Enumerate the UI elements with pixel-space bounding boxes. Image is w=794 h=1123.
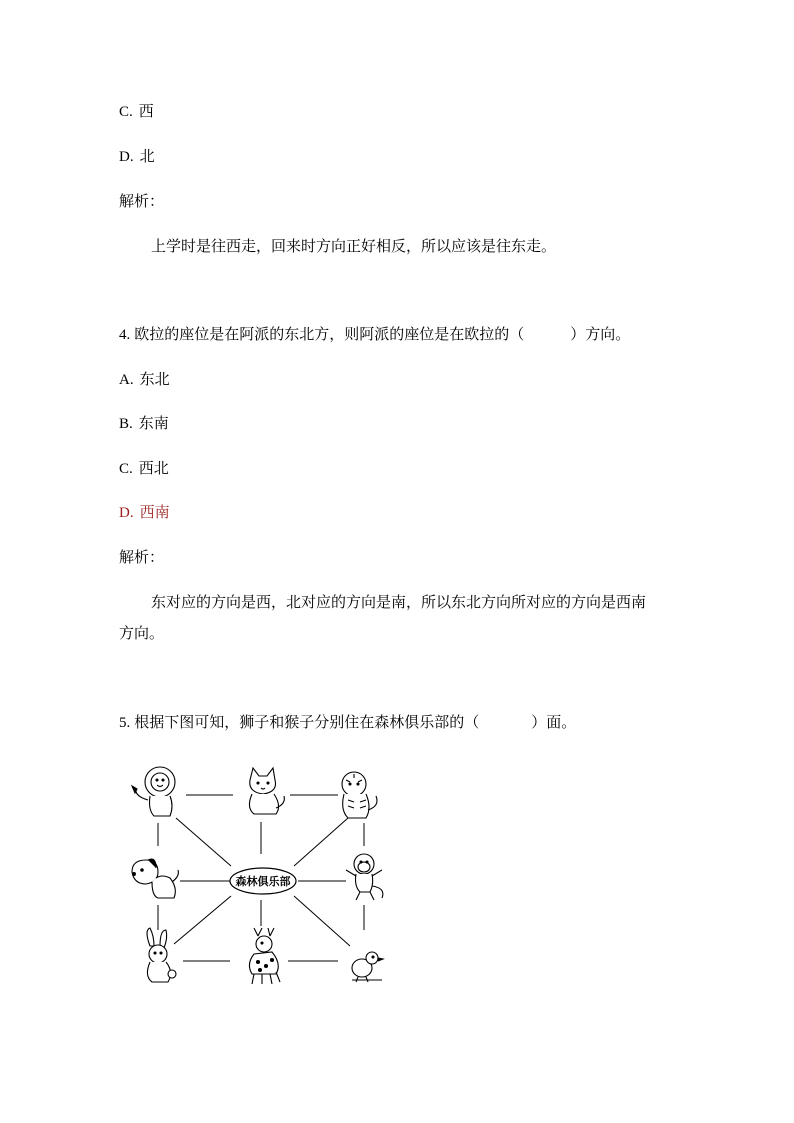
q4-analysis-line2: 方向。 bbox=[119, 624, 165, 642]
monkey-icon bbox=[346, 854, 383, 900]
dog-icon bbox=[132, 859, 178, 898]
q4-analysis-label: 解析： bbox=[119, 548, 165, 566]
stem-after: ）方向。 bbox=[570, 325, 631, 343]
q5-stem bbox=[119, 711, 576, 734]
q4-stem bbox=[119, 323, 630, 346]
center-label: 森林俱乐部 bbox=[235, 875, 291, 888]
option-label: D. bbox=[119, 149, 134, 165]
option-text: 西 bbox=[138, 102, 154, 120]
q3-analysis-label: 解析： bbox=[119, 192, 165, 210]
q4-option-b bbox=[119, 412, 169, 435]
chick-icon bbox=[352, 952, 383, 982]
q3-option-c bbox=[119, 100, 154, 123]
stem-after: ）面。 bbox=[531, 713, 577, 731]
question-number: 4. bbox=[119, 327, 131, 343]
stem-before: 根据下图可知，狮子和猴子分别住在森林俱乐部的（ bbox=[134, 713, 480, 731]
rabbit-icon bbox=[147, 928, 176, 982]
option-text: 西南 bbox=[139, 503, 170, 521]
cat-icon bbox=[249, 768, 284, 814]
option-label: C. bbox=[119, 461, 133, 477]
option-label: B. bbox=[119, 416, 133, 432]
option-label: C. bbox=[119, 104, 133, 120]
q4-option-a bbox=[119, 368, 170, 391]
option-label: D. bbox=[119, 505, 134, 521]
q4-analysis-line1: 东对应的方向是西，北对应的方向是南，所以东北方向所对应的方向是西南 bbox=[151, 593, 647, 611]
center-node bbox=[230, 868, 296, 894]
forest-club-diagram bbox=[118, 760, 398, 992]
q4-option-c bbox=[119, 457, 169, 480]
option-text: 西北 bbox=[138, 459, 169, 477]
deer-icon bbox=[249, 928, 280, 984]
question-number: 5. bbox=[119, 715, 131, 731]
tiger-icon bbox=[342, 772, 377, 818]
option-text: 北 bbox=[139, 147, 155, 165]
option-text: 东北 bbox=[139, 370, 170, 388]
lion-icon bbox=[132, 767, 175, 816]
stem-before: 欧拉的座位是在阿派的东北方，则阿派的座位是在欧拉的（ bbox=[134, 325, 525, 343]
q3-option-d bbox=[119, 145, 155, 168]
option-label: A. bbox=[119, 372, 134, 388]
q3-analysis-text: 上学时是往西走，回来时方向正好相反，所以应该是往东走。 bbox=[151, 237, 557, 255]
option-text: 东南 bbox=[138, 414, 169, 432]
q4-option-d bbox=[119, 501, 170, 524]
